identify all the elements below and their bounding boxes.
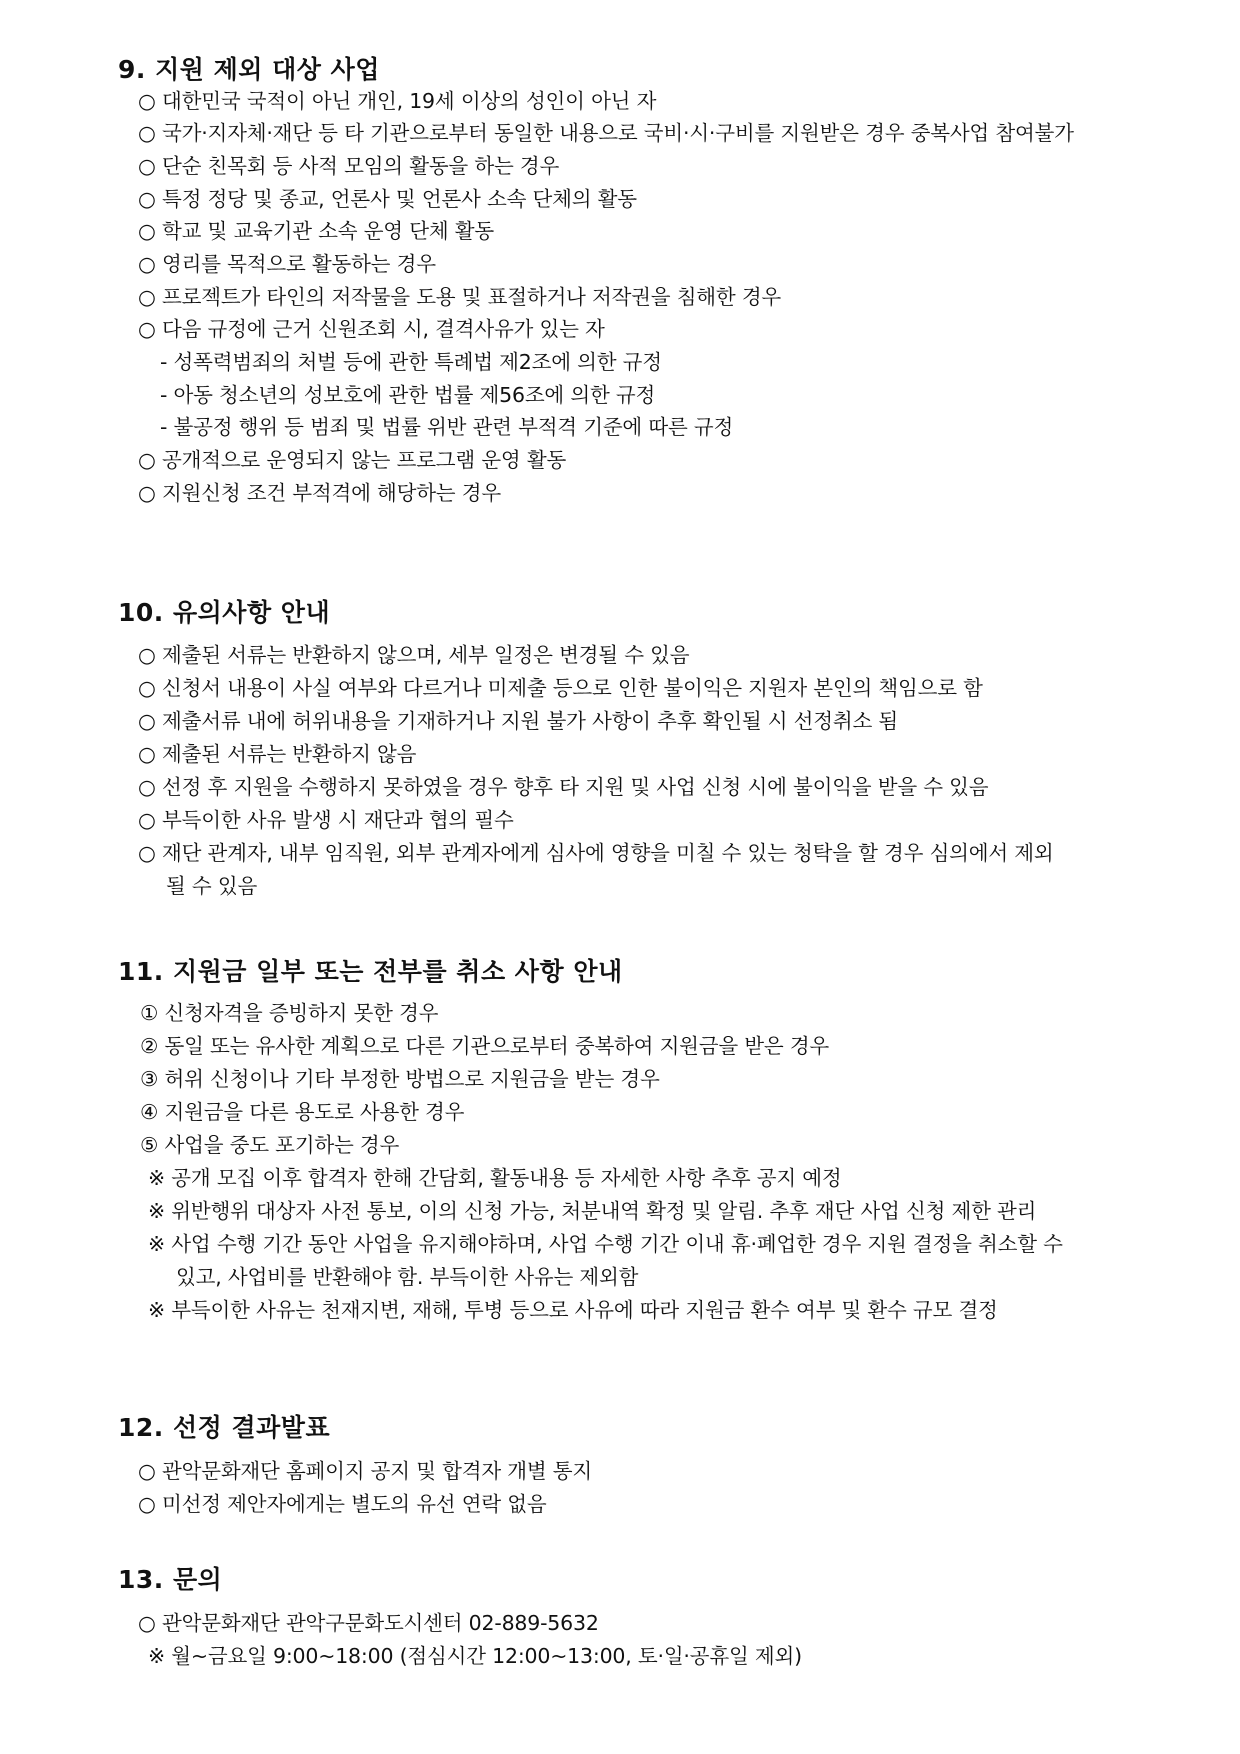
section-title-13: 13. 문의 [118,1565,223,1594]
section-title-11: 11. 지원금 일부 또는 전부를 취소 사항 안내 [118,957,623,986]
list-item: ○ 대한민국 국적이 아닌 개인, 19세 이상의 성인이 아닌 자 [138,89,657,113]
numbered-item: ① 신청자격을 증빙하지 못한 경우 [140,1001,439,1025]
sub-list-item: - 불공정 행위 등 범죄 및 법률 위반 관련 부적격 기준에 따른 규정 [160,415,734,439]
sub-list-item: - 아동 청소년의 성보호에 관한 법률 제56조에 의한 규정 [160,383,656,407]
note-item: ※ 사업 수행 기간 동안 사업을 유지해야하며, 사업 수행 기간 이내 휴·폐업한 경우 지원 결정을 취소할 수 [148,1232,1063,1256]
list-item: ○ 프로젝트가 타인의 저작물을 도용 및 표절하거나 저작권을 침해한 경우 [138,285,782,309]
note-item-continuation: 있고, 사업비를 반환해야 함. 부득이한 사유는 제외함 [176,1265,639,1289]
note-item: ※ 위반행위 대상자 사전 통보, 이의 신청 가능, 처분내역 확정 및 알림. 추후 재단 사업 신청 제한 관리 [148,1199,1037,1223]
numbered-item: ④ 지원금을 다른 용도로 사용한 경우 [140,1100,465,1124]
list-item: ○ 제출서류 내에 허위내용을 기재하거나 지원 불가 사항이 추후 확인될 시 선정취소 됨 [138,709,898,733]
note-item: ※ 부득이한 사유는 천재지변, 재해, 투병 등으로 사유에 따라 지원금 환수 여부 및 환수 규모 결정 [148,1298,998,1322]
list-item: ○ 관악문화재단 홈페이지 공지 및 합격자 개별 통지 [138,1459,592,1483]
note-item: ※ 공개 모집 이후 합격자 한해 간담회, 활동내용 등 자세한 사항 추후 공지 예정 [148,1166,842,1190]
list-item: ○ 특정 정당 및 종교, 언론사 및 언론사 소속 단체의 활동 [138,187,637,211]
section-title-9: 9. 지원 제외 대상 사업 [118,55,380,84]
sub-list-item: - 성폭력범죄의 처벌 등에 관한 특례법 제2조에 의한 규정 [160,350,662,374]
list-item: ○ 공개적으로 운영되지 않는 프로그램 운영 활동 [138,448,567,472]
section-title-12: 12. 선정 결과발표 [118,1413,331,1442]
list-item: ○ 국가·지자체·재단 등 타 기관으로부터 동일한 내용으로 국비·시·구비를 지원받은 경우 중복사업 참여불가 [138,121,1074,145]
list-item: ○ 부득이한 사유 발생 시 재단과 협의 필수 [138,808,514,832]
numbered-item: ⑤ 사업을 중도 포기하는 경우 [140,1133,400,1157]
list-item: ○ 선정 후 지원을 수행하지 못하였을 경우 향후 타 지원 및 사업 신청 시에 불이익을 받을 수 있음 [138,775,989,799]
list-item: ○ 제출된 서류는 반환하지 않음 [138,742,417,766]
list-item: ○ 다음 규정에 근거 신원조회 시, 결격사유가 있는 자 [138,317,605,341]
list-item: ○ 지원신청 조건 부적격에 해당하는 경우 [138,481,501,505]
list-item: ○ 단순 친목회 등 사적 모임의 활동을 하는 경우 [138,154,560,178]
list-item: ○ 학교 및 교육기관 소속 운영 단체 활동 [138,219,494,243]
note-item: ※ 월~금요일 9:00~18:00 (점심시간 12:00~13:00, 토·일·공휴일 제외) [148,1644,802,1668]
list-item: ○ 관악문화재단 관악구문화도시센터 02-889-5632 [138,1611,599,1635]
list-item: ○ 영리를 목적으로 활동하는 경우 [138,252,436,276]
list-item-continuation: 될 수 있음 [166,874,258,898]
list-item: ○ 신청서 내용이 사실 여부와 다르거나 미제출 등으로 인한 불이익은 지원자 본인의 책임으로 함 [138,676,983,700]
list-item: ○ 제출된 서류는 반환하지 않으며, 세부 일정은 변경될 수 있음 [138,643,690,667]
section-title-10: 10. 유의사항 안내 [118,598,331,627]
list-item: ○ 미선정 제안자에게는 별도의 유선 연락 없음 [138,1492,547,1516]
list-item: ○ 재단 관계자, 내부 임직원, 외부 관계자에게 심사에 영향을 미칠 수 있는 청탁을 할 경우 심의에서 제외 [138,841,1054,865]
numbered-item: ③ 허위 신청이나 기타 부정한 방법으로 지원금을 받는 경우 [140,1067,660,1091]
numbered-item: ② 동일 또는 유사한 계획으로 다른 기관으로부터 중복하여 지원금을 받은 경우 [140,1034,830,1058]
